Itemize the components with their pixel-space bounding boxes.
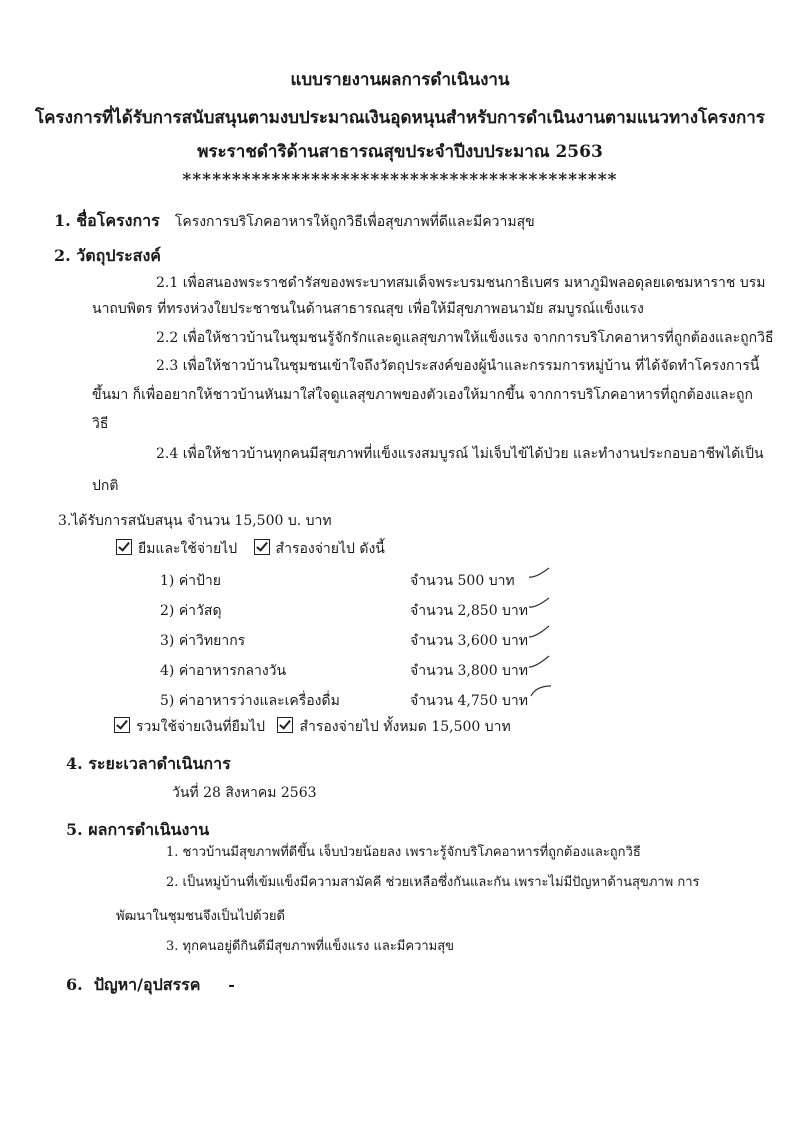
section-4-label: 4. ระยะเวลาดำเนินการ (66, 754, 231, 773)
expense-item-amount: จำนวน 3,800 บาท (410, 663, 529, 679)
handwritten-check-icon (528, 625, 550, 639)
expense-item-name: 5) ค่าอาหารว่างและเครื่องดื่ม (160, 693, 340, 709)
checkbox-advance[interactable] (254, 539, 270, 555)
expense-item-amount: จำนวน 2,850 บาท (410, 603, 529, 619)
section-6-label: 6. ปัญหา/อุปสรรค - (66, 975, 235, 994)
expense-item-amount: จำนวน 3,600 บาท (410, 633, 529, 649)
checkbox-total-borrowed[interactable] (114, 717, 130, 733)
objective-2-3-line1: 2.3 เพื่อให้ชาวบ้านในชุมชนเข้าใจถึงวัตถุประสงค์ของผู้นำและกรรมการหมู่บ้าน ที่ได้จัดทำโครงการนี้ (156, 358, 760, 374)
objective-2-4-line2: ปกติ (92, 478, 119, 494)
handwritten-check-icon (528, 596, 550, 610)
objective-2-1-line1: 2.1 เพื่อสนองพระราชดำรัสของพระบาทสมเด็จพระบรมชนกาธิเบศร มหาภูมิพลอดุลยเดชมหาราช บรม (156, 275, 766, 291)
section-3-funding: 3.ได้รับการสนับสนุน จำนวน 15,500 บ. บาท (58, 513, 332, 529)
section-project-name (54, 209, 535, 234)
report-subtitle-line2: พระราชดำริด้านสาธารณสุขประจำปีงบประมาณ 2563 (197, 142, 603, 162)
project-name-value: โครงการบริโภคอาหารให้ถูกวิธีเพื่อสุขภาพที่ดีและมีความสุข (174, 214, 535, 230)
report-title: แบบรายงานผลการดำเนินงาน (290, 70, 510, 90)
expense-item-name: 2) ค่าวัสดุ (160, 603, 222, 619)
total-borrowed-label: รวมใช้จ่ายเงินที่ยืมไป (136, 719, 265, 735)
objective-2-4-line1: 2.4 เพื่อให้ชาวบ้านทุกคนมีสุขภาพที่แข็งแรงสมบูรณ์ ไม่เจ็บไข้ได้ป่วย และทำงานประกอบอาชีพได้เป็น (156, 446, 764, 462)
result-1: 1. ชาวบ้านมีสุขภาพที่ดีขึ้น เจ็บป่วยน้อยลง เพราะรู้จักบริโภคอาหารที่ถูกต้องและถูกวิธี (166, 845, 641, 860)
option-advance-label: สำรองจ่ายไป ดังนี้ (275, 541, 385, 557)
expense-item-name: 1) ค่าป้าย (160, 573, 221, 589)
objective-2-1-line2: นาถบพิตร ที่ทรงห่วงใยประชาชนในด้านสาธารณสุข เพื่อให้มีสุขภาพอนามัย สมบูรณ์แข็งแรง (92, 301, 644, 317)
objective-2-3-line3: วิธี (92, 416, 109, 432)
expense-item-name: 4) ค่าอาหารกลางวัน (160, 663, 287, 679)
funding-options (116, 538, 385, 560)
section-2-label: 2. วัตถุประสงค์ (54, 246, 161, 265)
project-date: วันที่ 28 สิงหาคม 2563 (172, 785, 317, 801)
funding-totals (114, 716, 511, 738)
checkbox-total-advance[interactable] (277, 717, 293, 733)
expense-item-amount: จำนวน 500 บาท (410, 573, 515, 589)
objective-2-2: 2.2 เพื่อให้ชาวบ้านในชุมชนรู้จักรักและดูแลสุขภาพให้แข็งแรง จากการบริโภคอาหารที่ถูกต้องและถูกวิธี (156, 330, 774, 346)
option-borrowed-label: ยืมและใช้จ่ายไป (138, 541, 238, 557)
handwritten-check-icon (530, 684, 552, 698)
result-2-line2: พัฒนาในชุมชนจึงเป็นไปด้วยดี (116, 909, 285, 924)
checkbox-borrowed[interactable] (116, 539, 132, 555)
expense-item-name: 3) ค่าวิทยากร (160, 633, 246, 649)
result-2-line1: 2. เป็นหมู่บ้านที่เข้มแข็งมีความสามัคคี ช่วยเหลือซึ่งกันและกัน เพราะไม่มีปัญหาด้านสุขภาพ การ (166, 875, 700, 890)
result-3: 3. ทุกคนอยู่ดีกินดีมีสุขภาพที่แข็งแรง และมีความสุข (166, 939, 455, 954)
section-5-label: 5. ผลการดำเนินงาน (66, 820, 210, 839)
section-1-label: 1. ชื่อโครงการ (54, 211, 160, 230)
handwritten-check-icon (528, 655, 550, 669)
total-advance-label: สำรองจ่ายไป ทั้งหมด 15,500 บาท (299, 719, 511, 735)
report-subtitle-line1: โครงการที่ได้รับการสนับสนุนตามงบประมาณเงินอุดหนุนสำหรับการดำเนินงานตามแนวทางโครงการ (35, 108, 765, 128)
divider: ******************************************** (182, 170, 618, 190)
handwritten-check-icon (528, 566, 550, 580)
expense-item-amount: จำนวน 4,750 บาท (410, 693, 529, 709)
objective-2-3-line2: ขึ้นมา ก็เพื่ออยากให้ชาวบ้านหันมาใส่ใจดูแลสุขภาพของตัวเองให้มากขึ้น จากการบริโภคอาหารที่ถูกต้องและถูก (92, 387, 753, 403)
